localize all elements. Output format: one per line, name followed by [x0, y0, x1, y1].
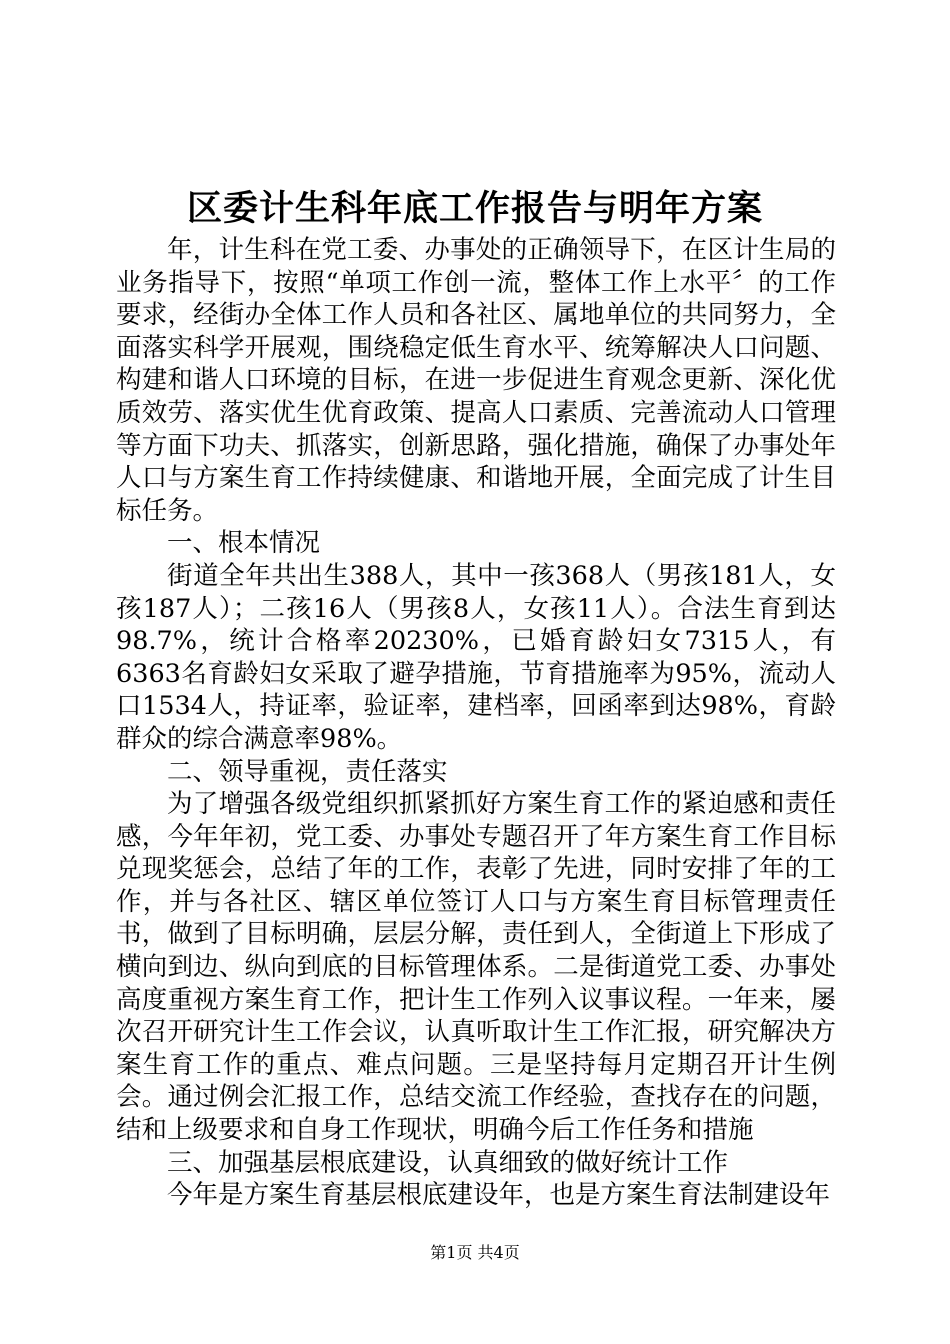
- paragraph-grassroots: 今年是方案生育基层根底建设年，也是方案生育法制建设年: [167, 1180, 831, 1211]
- paragraph-intro: 年，计生科在党工委、办事处的正确领导下，在区计生局的业务指导下，按照“单项工作创一流，整体工作上水平〞的工作要求，经街办全体工作人员和各社区、属地单位的共同努力，全面落实科学开展观，围绕稳定低生育水平、统筹解决人口问题、构建和谐人口环境的目标，在进一步促进生育观念更新、深化优质效劳、落实优生优育政策、提高人口素质、完善流动人口管理等方面下功夫、抓落实，创新思路，强化措施，确保了办事处年人口与方案生育工作持续健康、和谐地开展，全面完成了计生目标任务。: [116, 235, 836, 526]
- paragraph-leadership: 为了增强各级党组织抓紧抓好方案生育工作的紧迫感和责任感，今年年初，党工委、办事处专题召开了年方案生育工作目标兑现奖惩会，总结了年的工作，表彰了先进，同时安排了年的工作，并与各社区、辖区单位签订人口与方案生育目标管理责任书，做到了目标明确，层层分解，责任到人，全街道上下形成了横向到边、纵向到底的目标管理体系。二是街道党工委、办事处高度重视方案生育工作，把计生工作列入议事议程。一年来，屡次召开研究计生工作会议，认真听取计生工作汇报，研究解决方案生育工作的重点、难点问题。三是坚持每月定期召开计生例会。通过例会汇报工作，总结交流工作经验，查找存在的问题，结和上级要求和自身工作现状，明确今后工作任务和措施: [116, 789, 836, 1146]
- section-heading-3: 三、加强基层根底建设，认真细致的做好统计工作: [167, 1147, 729, 1178]
- document-title: 区委计生科年底工作报告与明年方案: [186, 188, 763, 229]
- document-body: [116, 234, 836, 1212]
- page-number-footer: 第1页 共4页: [430, 1243, 520, 1262]
- section-heading-1: 一、根本情况: [167, 528, 321, 559]
- paragraph-basic-situation: 街道全年共出生388人，其中一孩368人（男孩181人，女孩187人）；二孩16人（男孩8人，女孩11人）。合法生育到达98.7%，统计合格率20230%，已婚育龄妇女7315人，有6363名育龄妇女采取了避孕措施，节育措施率为95%，流动人口1534人，持证率，验证率，建档率，回函率到达98%，育龄群众的综合满意率98%。: [116, 560, 836, 754]
- section-heading-2: 二、领导重视，责任落实: [167, 756, 448, 787]
